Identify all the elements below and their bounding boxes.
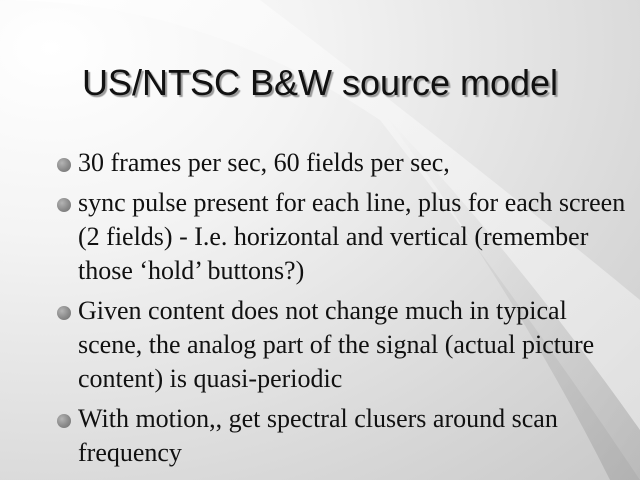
bullet-dot-icon xyxy=(57,198,71,212)
bullet-text: 30 frames per sec, 60 fields per sec, xyxy=(78,148,450,177)
bullet-dot-icon xyxy=(57,306,71,320)
bullet-dot-icon xyxy=(57,414,71,428)
bullet-list xyxy=(56,146,626,476)
bullet-item xyxy=(56,146,626,180)
bullet-item xyxy=(56,294,626,396)
bullet-text: Given content does not change much in typical scene, the analog part of the signal (actual picture content) is quasi-periodic xyxy=(78,296,595,393)
bullet-dot-icon xyxy=(57,158,71,172)
bullet-text: sync pulse present for each line, plus for each screen (2 fields) - I.e. horizontal and vertical (remember those ‘hold’ buttons?) xyxy=(78,188,626,285)
bullet-item xyxy=(56,402,626,470)
bullet-text: With motion,, get spectral clusers around scan frequency xyxy=(78,404,558,467)
bullet-item xyxy=(56,186,626,288)
slide-title: US/NTSC B&W source model xyxy=(81,62,559,103)
